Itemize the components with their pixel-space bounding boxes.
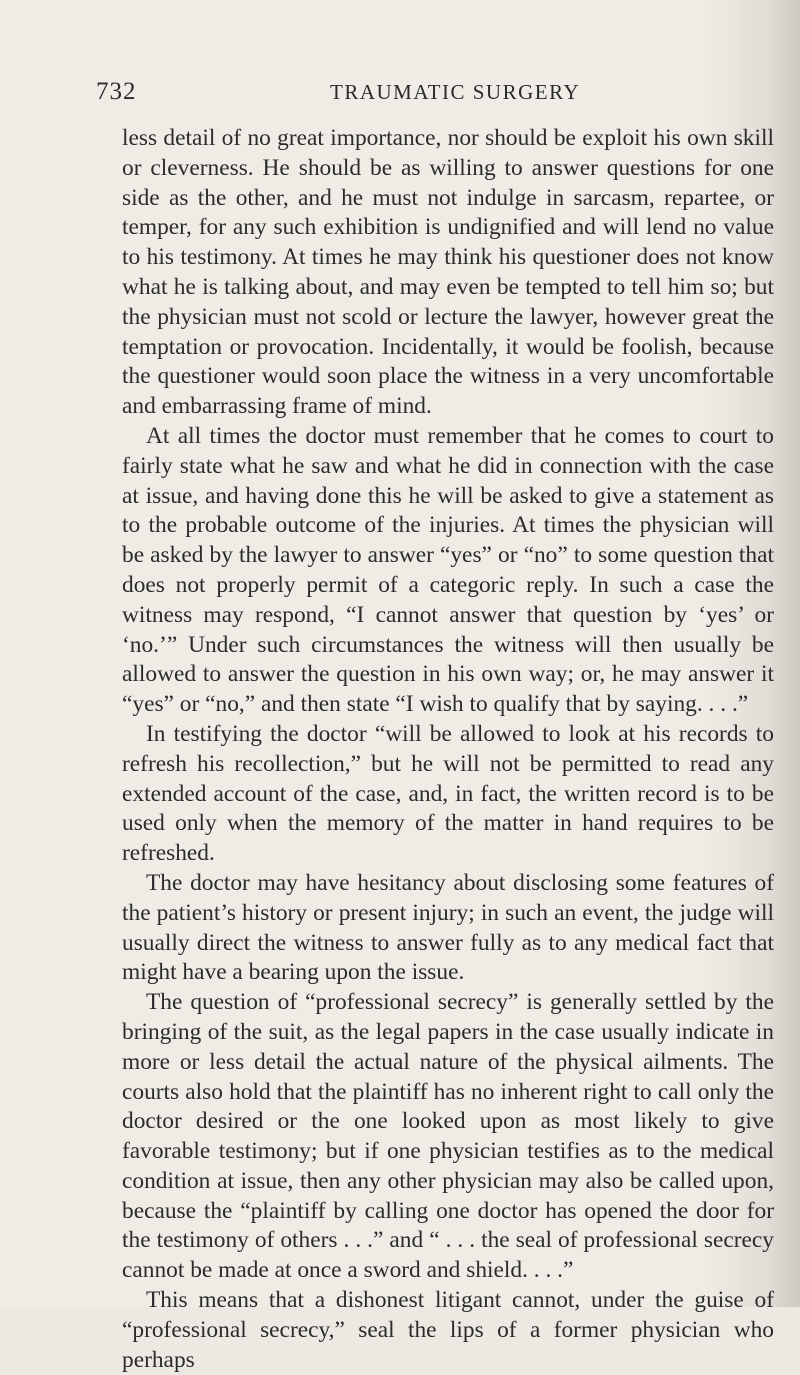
running-title: TRAUMATIC SURGERY (330, 80, 581, 104)
paragraph-dishonest-litigant: This means that a dishonest litigant cannot, under the guise of “professional secrecy,” seal the lips of a former physician who perhaps (122, 1287, 774, 1373)
paragraph-records: In testifying the doctor “will be allowed to look at his records to refresh his recollection,” but he will not be permitted to read any extended account of the case, and, in fact, the written record is to be used only when the memory of the matter in hand requires to be refreshed. (122, 720, 774, 867)
paragraph-court-testimony: At all times the doctor must remember that he comes to court to fairly state what he saw and what he did in connection with the case at issue, and having done this he will be asked to give a statement as to the probable outcome of the injuries. At times the physician will be asked by the lawyer to answer “yes” or “no” to some question that does not properly permit of a categoric reply. In such a case the witness may respond, “I cannot answer that question by ‘yes’ or ‘no.’” Under such circumstances the witness will then usually be allowed to answer the question in his own way; or, he may answer it “yes” or “no,” and then state “I wish to qualify that by saying. . . .” (122, 422, 774, 718)
page-number: 732 (96, 78, 137, 105)
paragraph-professional-secrecy: The question of “professional secrecy” is generally settled by the bringing of the suit, as the legal papers in the case usually indicate in more or less detail the actual nature of the physical ailments. The courts also hold that the plaintiff has no inherent right to call only the doctor desired or the one looked upon as most likely to give favorable testimony; but if one physician testifies as to the medical condition at issue, then any other physician may also be called upon, because the “plaintiff by calling one doctor has opened the door for the testimony of others . . .” and “ . . . the seal of professional secrecy cannot be made at once a sword and shield. . . .” (122, 989, 774, 1284)
body-text (122, 124, 774, 1375)
running-head (96, 78, 776, 108)
paragraph-continued: less detail of no great importance, nor should be exploit his own skill or cleverness. He should be as willing to answer questions for one side as the other, and he must not indulge in sarcasm, repartee, or temper, for any such exhibition is undignified and will lend no value to his testimony. At times he may think his questioner does not know what he is talking about, and may even be tempted to tell him so; but the physician must not scold or lecture the lawyer, however great the temptation or provocation. Incidentally, it would be foolish, because the questioner would soon place the witness in a very uncomfortable and embarrassing frame of mind. (122, 125, 774, 420)
paragraph-hesitancy: The doctor may have hesitancy about disclosing some features of the patient’s history or present injury; in such an event, the judge will usually direct the witness to answer fully as to any medical fact that might have a bearing upon the issue. (122, 869, 774, 986)
